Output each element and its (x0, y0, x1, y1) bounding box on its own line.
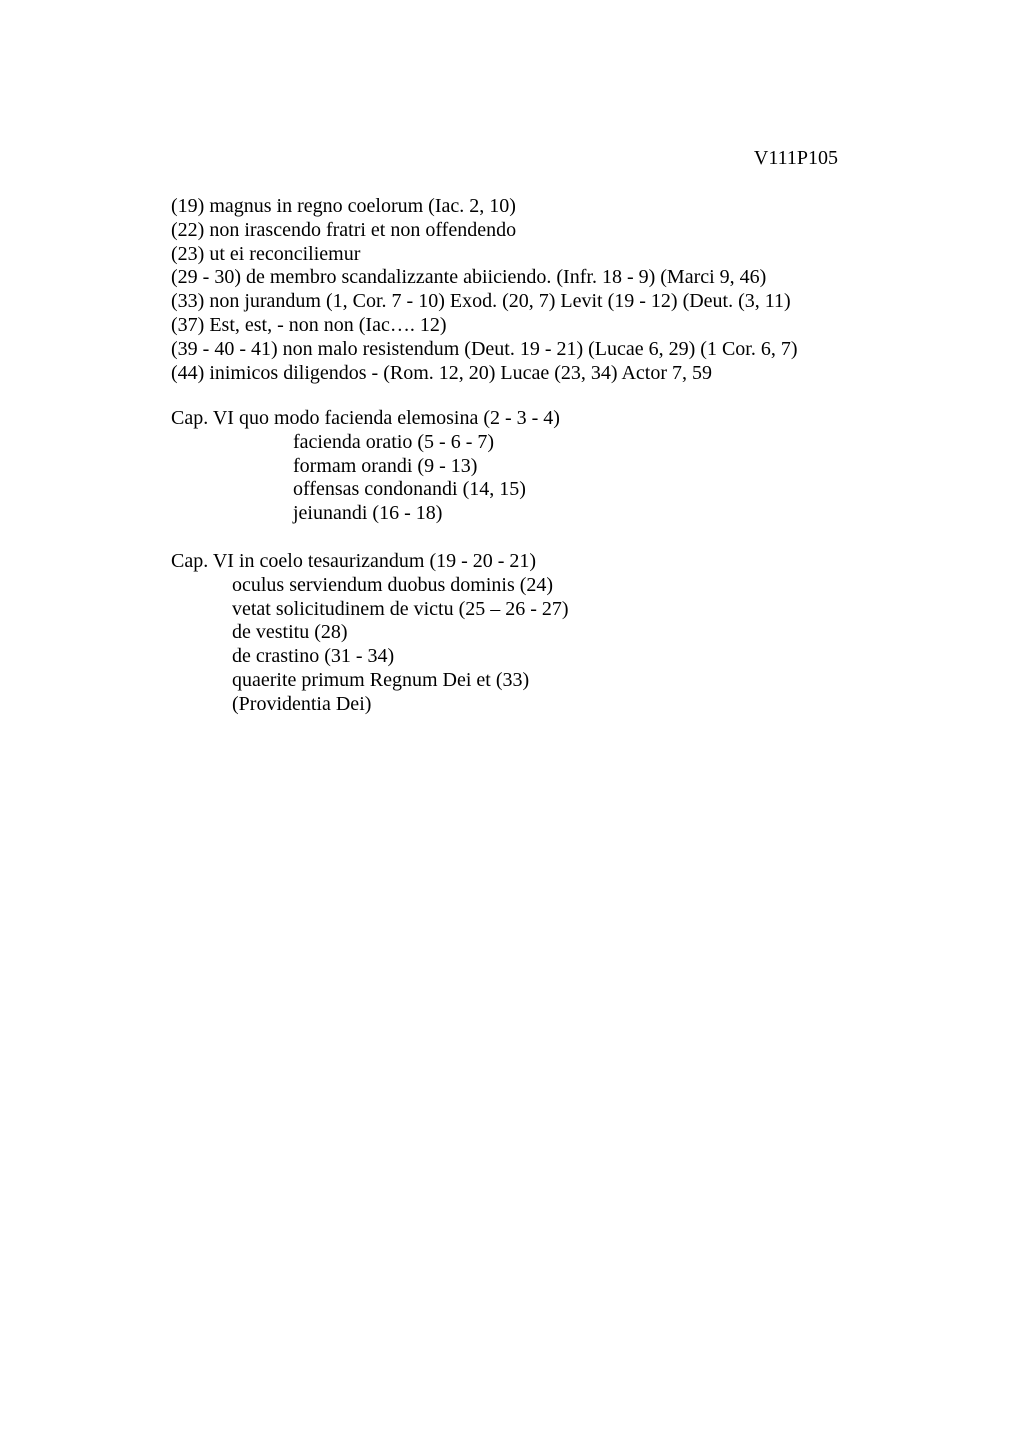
chapter-heading: Cap. VI quo modo facienda elemosina (2 - 3 - 4) (171, 407, 560, 429)
verse-note: (19) magnus in regno coelorum (Iac. 2, 10) (171, 195, 516, 217)
chapter-subitem: jeiunandi (16 - 18) (293, 502, 443, 525)
chapter-subitem: quaerite primum Regnum Dei et (33) (232, 668, 530, 691)
verse-notes-list (171, 195, 871, 385)
chapter-section-tesaurizandum (171, 550, 871, 717)
chapter-section-elemosina (171, 407, 871, 526)
chapter-subitem: (Providentia Dei) (232, 692, 372, 715)
verse-note: (29 - 30) de membro scandalizzante abiiciendo. (Infr. 18 - 9) (Marci 9, 46) (171, 266, 767, 289)
verse-note: (22) non irascendo fratri et non offendendo (171, 218, 517, 241)
chapter-subitem: facienda oratio (5 - 6 - 7) (293, 430, 495, 453)
verse-note: (39 - 40 - 41) non malo resistendum (Deut. 19 - 21) (Lucae 6, 29) (1 Cor. 6, 7) (171, 337, 798, 360)
verse-note: (37) Est, est, - non non (Iac…. 12) (171, 313, 447, 336)
verse-note: (44) inimicos diligendos - (Rom. 12, 20) Lucae (23, 34) Actor 7, 59 (171, 361, 713, 384)
page-reference: V111P105 (753, 147, 838, 169)
chapter-subitem: de vestitu (28) (232, 621, 348, 644)
chapter-subitem: de crastino (31 - 34) (232, 645, 395, 668)
chapter-subitem: oculus serviendum duobus dominis (24) (232, 573, 554, 596)
verse-note: (33) non jurandum (1, Cor. 7 - 10) Exod. (20, 7) Levit (19 - 12) (Deut. (3, 11) (171, 290, 791, 313)
chapter-heading: Cap. VI in coelo tesaurizandum (19 - 20 - 21) (171, 550, 537, 572)
verse-note: (23) ut ei reconciliemur (171, 242, 361, 265)
chapter-subitem: offensas condonandi (14, 15) (293, 478, 526, 501)
chapter-subitem: vetat solicitudinem de victu (25 – 26 - 27) (232, 597, 569, 620)
chapter-subitem: formam orandi (9 - 13) (293, 454, 478, 477)
